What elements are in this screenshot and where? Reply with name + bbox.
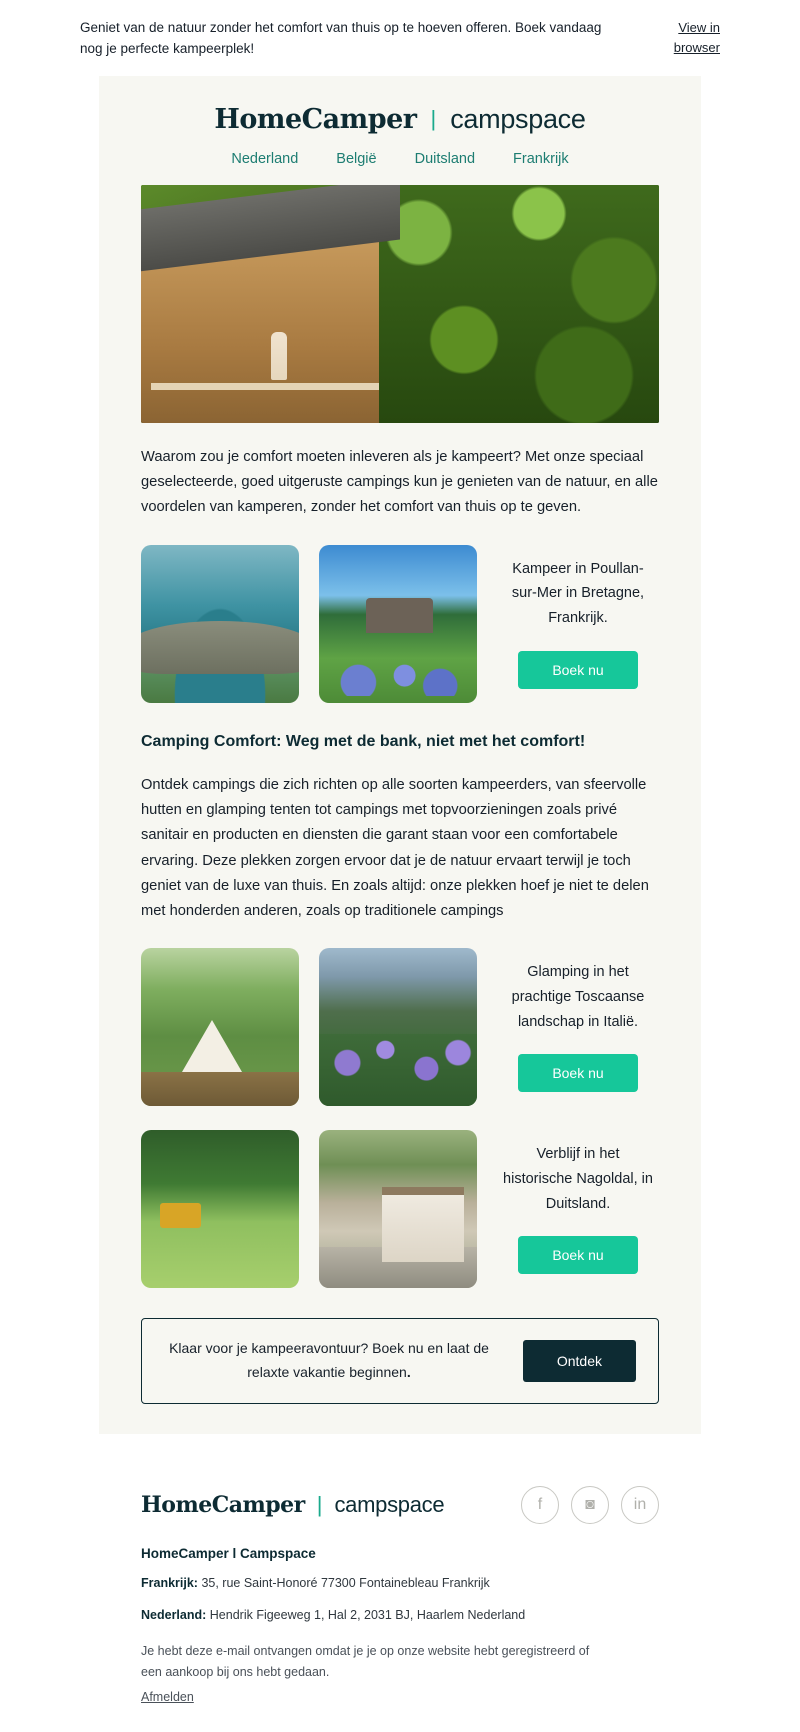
feature-1-caption: Kampeer in Poullan-sur-Mer in Bretagne, Frankrijk.	[511, 560, 645, 626]
glamping-tent-photo	[141, 948, 299, 1106]
book-now-button-1[interactable]: Boek nu	[518, 651, 637, 689]
social-links	[521, 1486, 659, 1524]
footer-brand-lockup[interactable]	[141, 1492, 444, 1518]
country-nav	[99, 135, 701, 181]
view-in-browser-link[interactable]: View in browser	[673, 20, 720, 55]
lavender-mountain-photo	[319, 948, 477, 1106]
footer-brand-separator: |	[316, 1491, 323, 1517]
footer-company-name: HomeCamper l Campspace	[141, 1545, 316, 1561]
hero-person	[271, 332, 287, 380]
footer-homecamper-wordmark: HomeCamper	[141, 1491, 305, 1518]
feature-block-1	[141, 545, 659, 703]
footer	[99, 1468, 701, 1732]
brand-header	[99, 76, 701, 135]
linkedin-icon[interactable]: in	[621, 1486, 659, 1524]
brand-lockup[interactable]	[99, 104, 701, 135]
feature-3-text	[497, 1130, 659, 1274]
footer-consent-note: Je hebt deze e-mail ontvangen omdat je je op onze website hebt geregistreerd of een aankoop bij ons hebt gedaan.	[141, 1643, 590, 1679]
book-now-button-2[interactable]: Boek nu	[518, 1054, 637, 1092]
discover-button[interactable]: Ontdek	[523, 1340, 636, 1382]
nav-item-nederland[interactable]: Nederland	[231, 150, 299, 167]
hero-railing	[151, 383, 379, 390]
coast-cliffs-photo	[141, 545, 299, 703]
preheader	[0, 0, 800, 76]
nav-item-frankrijk[interactable]: Frankrijk	[513, 150, 569, 167]
brand-separator: |	[430, 106, 437, 132]
footer-address-nl-value: Hendrik Figeeweg 1, Hal 2, 2031 BJ, Haarlem Nederland	[206, 1607, 526, 1622]
book-now-button-3[interactable]: Boek nu	[518, 1236, 637, 1274]
meadow-camper-photo	[141, 1130, 299, 1288]
homecamper-wordmark: HomeCamper	[214, 103, 417, 135]
section-body: Ontdek campings die zich richten op alle soorten kampeerders, van sfeervolle hutten en glamping tenten tot campings met topvoorzieningen zoals privé sanitair en producten en diensten die garant staan voor een comfortabele ervaring. Deze plekken zorgen ervoor dat je de natuur ervaart terwijl je toch geniet van de luxe van thuis. En zoals altijd: onze plekken hoef je niet te delen met honderden anderen, zoals op traditionele campings	[141, 776, 649, 920]
instagram-icon[interactable]: ◙	[571, 1486, 609, 1524]
footer-address-nl-label: Nederland:	[141, 1607, 207, 1622]
footer-top	[141, 1486, 659, 1524]
cta-text	[164, 1337, 494, 1385]
footer-campspace-wordmark: campspace	[334, 1491, 445, 1517]
half-timbered-house-photo	[319, 1130, 477, 1288]
feature-block-3	[141, 1130, 659, 1288]
footer-address-fr-label: Frankrijk:	[141, 1575, 198, 1590]
preheader-text: Geniet van de natuur zonder het comfort van thuis op te hoeven offeren. Boek vandaag nog je perfecte kampeerplek!	[80, 20, 602, 56]
section-title: Camping Comfort: Weg met de bank, niet met het comfort!	[141, 732, 586, 750]
cta-text-main: Klaar voor je kampeeravontuur? Boek nu en laat de relaxte vakantie beginnen	[169, 1340, 489, 1381]
footer-address-fr-value: 35, rue Saint-Honoré 77300 Fontainebleau Frankrijk	[197, 1575, 490, 1590]
footer-address-nl	[141, 1605, 659, 1625]
cta-text-bold: .	[406, 1364, 411, 1381]
email-body-card	[99, 76, 701, 1434]
nav-item-belgie[interactable]: België	[336, 150, 377, 167]
feature-1-text	[497, 545, 659, 689]
campspace-wordmark: campspace	[450, 103, 586, 134]
cta-box	[141, 1318, 659, 1404]
feature-block-2	[141, 948, 659, 1106]
nav-item-duitsland[interactable]: Duitsland	[414, 150, 476, 167]
facebook-icon[interactable]: f	[521, 1486, 559, 1524]
stone-cottage-sea-photo	[319, 545, 477, 703]
footer-address-fr	[141, 1573, 659, 1593]
feature-2-text	[497, 948, 659, 1092]
unsubscribe-link[interactable]: Afmelden	[141, 1690, 194, 1705]
intro-paragraph: Waarom zou je comfort moeten inleveren als je kampeert? Met onze speciaal geselecteerde, goed uitgeruste campings kun je genieten van de natuur, en alle voordelen van kamperen, zonder het comfort van thuis op te geven.	[141, 448, 658, 516]
hero-image	[141, 185, 659, 423]
feature-3-caption: Verblijf in het historische Nagoldal, in Duitsland.	[503, 1146, 653, 1212]
hero-foliage	[359, 185, 659, 423]
feature-2-caption: Glamping in het prachtige Toscaanse landschap in Italië.	[511, 964, 645, 1030]
